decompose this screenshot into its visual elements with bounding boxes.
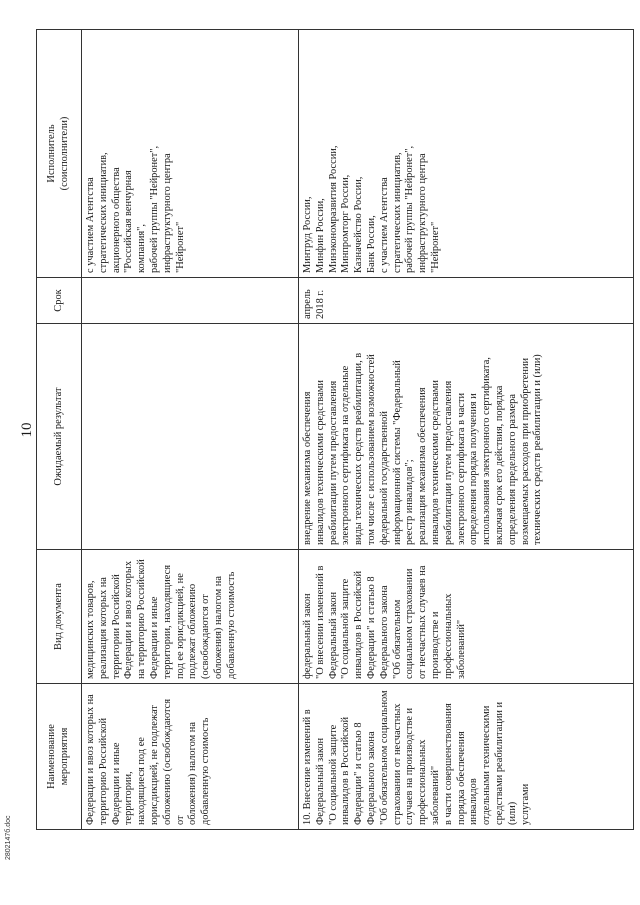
cell-expected-result: внедрение механизма обеспечения инвалидов техническими средствами реабилитации путем предоставления электронного сертификата на отдельные виды технических средств реабилитации, в том числе с использованием возможностей федеральной государственной информационной системы "Федеральный реестр инвалидов"; реализация механизма обеспечения инвалидов техническими средствами реабилитации путем предоставления электронного сертификата в части определения порядка получения и использования электронного сертификата, включая срок его действия, порядка определения предельного размера возмещаемых расходов при приобретении технических средств реабилитации и (или) [299, 324, 634, 550]
cell-expected-result [82, 324, 299, 550]
cell-document-type: медицинских товаров, реализация которых на территории Российской Федерации и ввоз которых на территорию Российской Федерации и иные территории, находящиеся под ее юрисдикцией, не подлежат обложению (освобождаются от обложения) налогом на добавленную стоимость [82, 550, 299, 684]
table-row [299, 30, 634, 830]
header-measure-name: Наименование мероприятия [37, 684, 82, 830]
measures-table [36, 29, 634, 830]
header-executor: Исполнитель (соисполнители) [37, 30, 82, 278]
table-header-row [37, 30, 82, 830]
table-row [82, 30, 299, 830]
cell-term [82, 278, 299, 324]
page-number: 10 [19, 422, 35, 438]
cell-document-type: федеральный закон "О внесении изменений в Федеральный закон "О социальной защите инвалидов в Российской Федерации" и статью 8 Федерального закона "Об обязательном социальном страховании от несчастных случаев на производстве и профессиональных заболеваний" [299, 550, 634, 684]
rotated-document-page [0, 30, 640, 830]
file-identifier: 2802147б.doc [5, 815, 12, 860]
header-term: Срок [37, 278, 82, 324]
header-document-type: Вид документа [37, 550, 82, 684]
cell-term: апрель 2018 г. [299, 278, 634, 324]
cell-executor: Минтруд России, Минфин России, Минэкономразвития России, Минпромторг России, Казначейство России, Банк России, с участием Агентства стратегических инициатив, рабочей группы "Нейронет", инфраструктурного центра "Нейронет" [299, 30, 634, 278]
cell-executor: с участием Агентства стратегических инициатив, акционерного общества "Российская венчурная компания", рабочей группы "Нейронет", инфраструктурного центра "Нейронет" [82, 30, 299, 278]
cell-measure-name: Федерации и ввоз которых на территорию Российской Федерации и иные территории, находящиеся под ее юрисдикцией, не подлежат обложению (освобождаются от обложения) налогом на добавленную стоимость [82, 684, 299, 830]
cell-measure-name: 10. Внесение изменений в Федеральный закон "О социальной защите инвалидов в Российской Федерации" и статью 8 Федерального закона "Об обязательном социальном страховании от несчастных случаев на производстве и профессиональных заболеваний" в части совершенствования порядка обеспечения инвалидов отдельными техническими средствами реабилитации и (или) услугами [299, 684, 634, 830]
header-expected-result: Ожидаемый результат [37, 324, 82, 550]
